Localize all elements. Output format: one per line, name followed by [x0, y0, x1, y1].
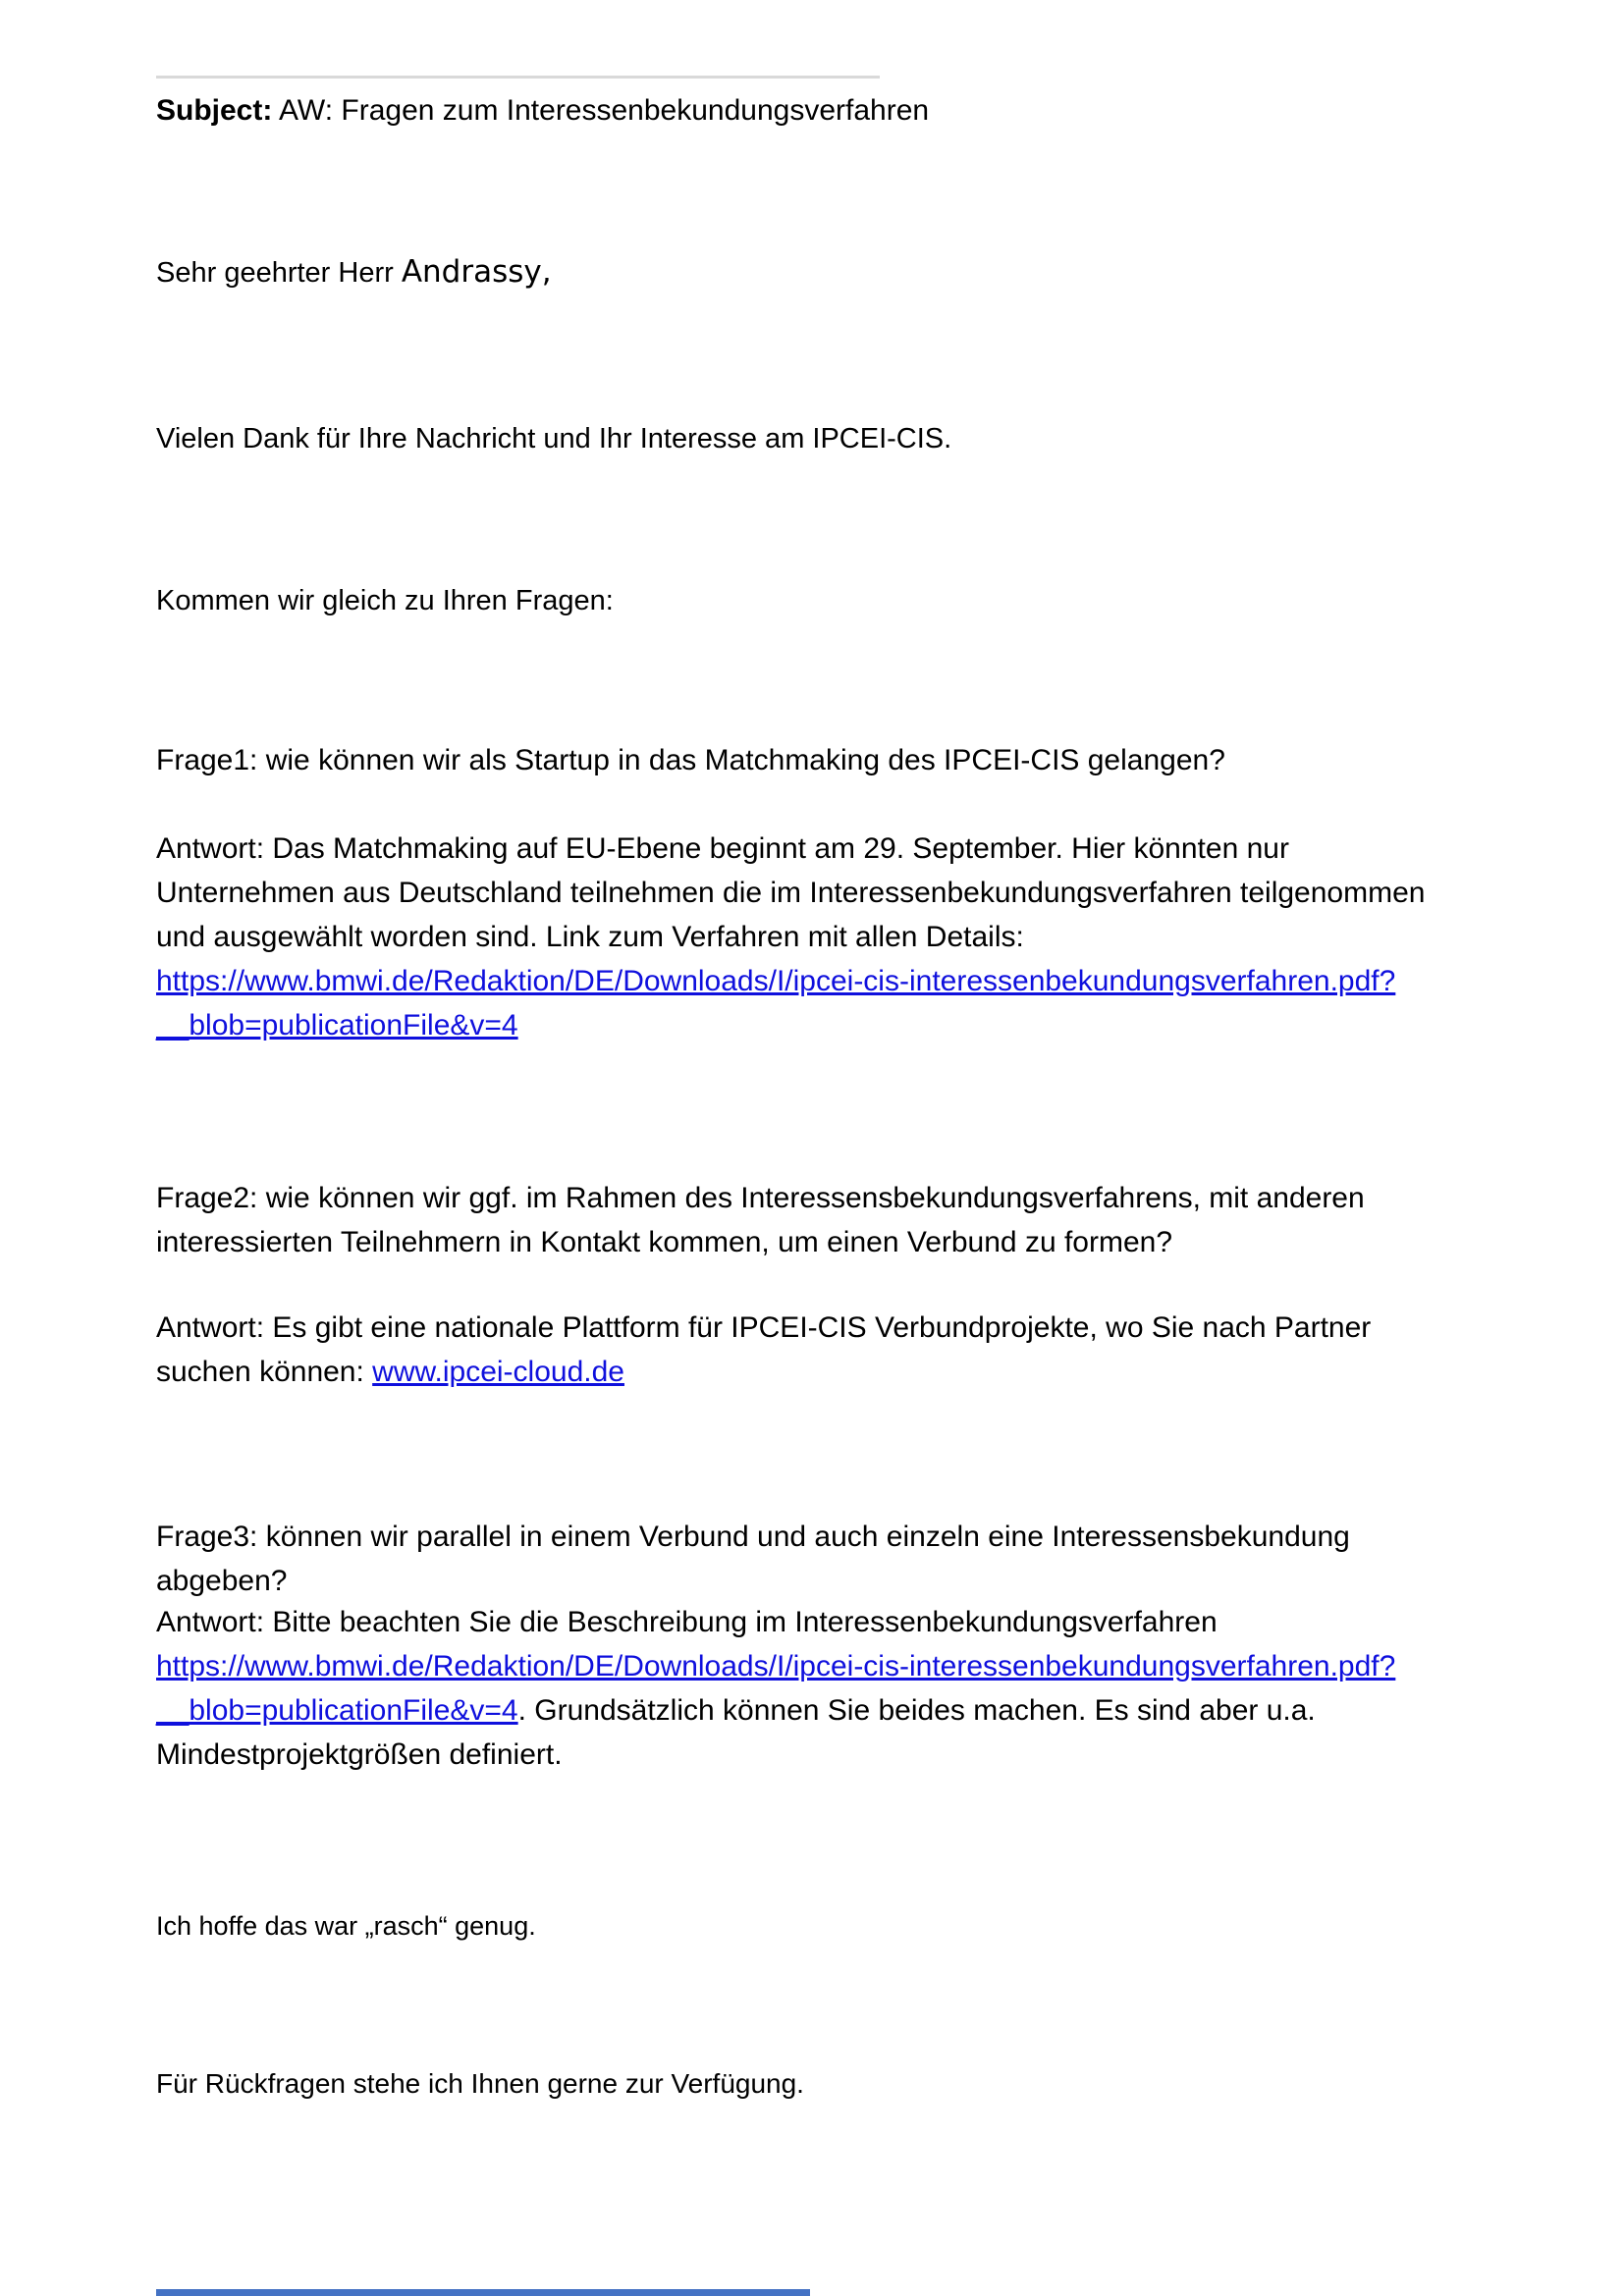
- question2-paragraph: Frage2: wie können wir ggf. im Rahmen des Interessensbekundungsverfahrens, mit anderen interessierten Teilnehmern in Kontakt kommen, um einen Verbund zu formen?: [156, 1182, 1365, 1258]
- answer2-text: Antwort: Es gibt eine nationale Plattform für IPCEI-CIS Verbundprojekte, wo Sie nach Partner suchen können:: [156, 1311, 1372, 1388]
- answer1-paragraph: [156, 827, 1468, 1047]
- subject-value: AW: Fragen zum Interessenbekundungsverfahren: [272, 94, 930, 127]
- closing-paragraph: Für Rückfragen stehe ich Ihnen gerne zur Verfügung.: [156, 2068, 804, 2099]
- answer3-pre-text: Antwort: Bitte beachten Sie die Beschreibung im Interessenbekundungsverfahren: [156, 1606, 1218, 1638]
- subject-label: Subject:: [156, 94, 273, 127]
- subject-line: [156, 88, 1468, 133]
- answer3-link[interactable]: https://www.bmwi.de/Redaktion/DE/Downloads/I/ipcei-cis-interessenbekundungsverfahren.pdf?__blob=publicationFile&v=4: [156, 1650, 1396, 1727]
- answer1-link[interactable]: https://www.bmwi.de/Redaktion/DE/Downloads/I/ipcei-cis-interessenbekundungsverfahren.pdf?__blob=publicationFile&v=4: [156, 965, 1396, 1041]
- header-divider-line: [156, 76, 880, 79]
- intro-paragraph: Kommen wir gleich zu Ihren Fragen:: [156, 585, 614, 616]
- answer3-post-text: . Grundsätzlich können Sie beides machen. Es sind aber u.a. Mindestprojektgrößen definiert.: [156, 1694, 1316, 1771]
- signature-banner-edge: [156, 2289, 810, 2296]
- answer1-text: Antwort: Das Matchmaking auf EU-Ebene beginnt am 29. September. Hier könnten nur Unternehmen aus Deutschland teilnehmen die im Interessenbekundungsverfahren teilgenommen und ausgewählt worden sind. Link zum Verfahren mit allen Details:: [156, 832, 1426, 953]
- hope-paragraph: Ich hoffe das war „rasch“ genug.: [156, 1911, 536, 1941]
- greeting-name: Andrassy,: [401, 254, 552, 290]
- answer2-paragraph: [156, 1306, 1468, 1394]
- greeting-prefix: Sehr geehrter Herr: [156, 257, 402, 289]
- question1-paragraph: Frage1: wie können wir als Startup in das Matchmaking des IPCEI-CIS gelangen?: [156, 744, 1225, 776]
- question3-paragraph: Frage3: können wir parallel in einem Verbund und auch einzeln eine Interessensbekundung abgeben?: [156, 1521, 1350, 1597]
- greeting-line: [156, 250, 1468, 295]
- thanks-paragraph: Vielen Dank für Ihre Nachricht und Ihr Interesse am IPCEI-CIS.: [156, 423, 952, 454]
- answer2-link[interactable]: www.ipcei-cloud.de: [372, 1356, 624, 1388]
- answer3-paragraph: [156, 1600, 1468, 1777]
